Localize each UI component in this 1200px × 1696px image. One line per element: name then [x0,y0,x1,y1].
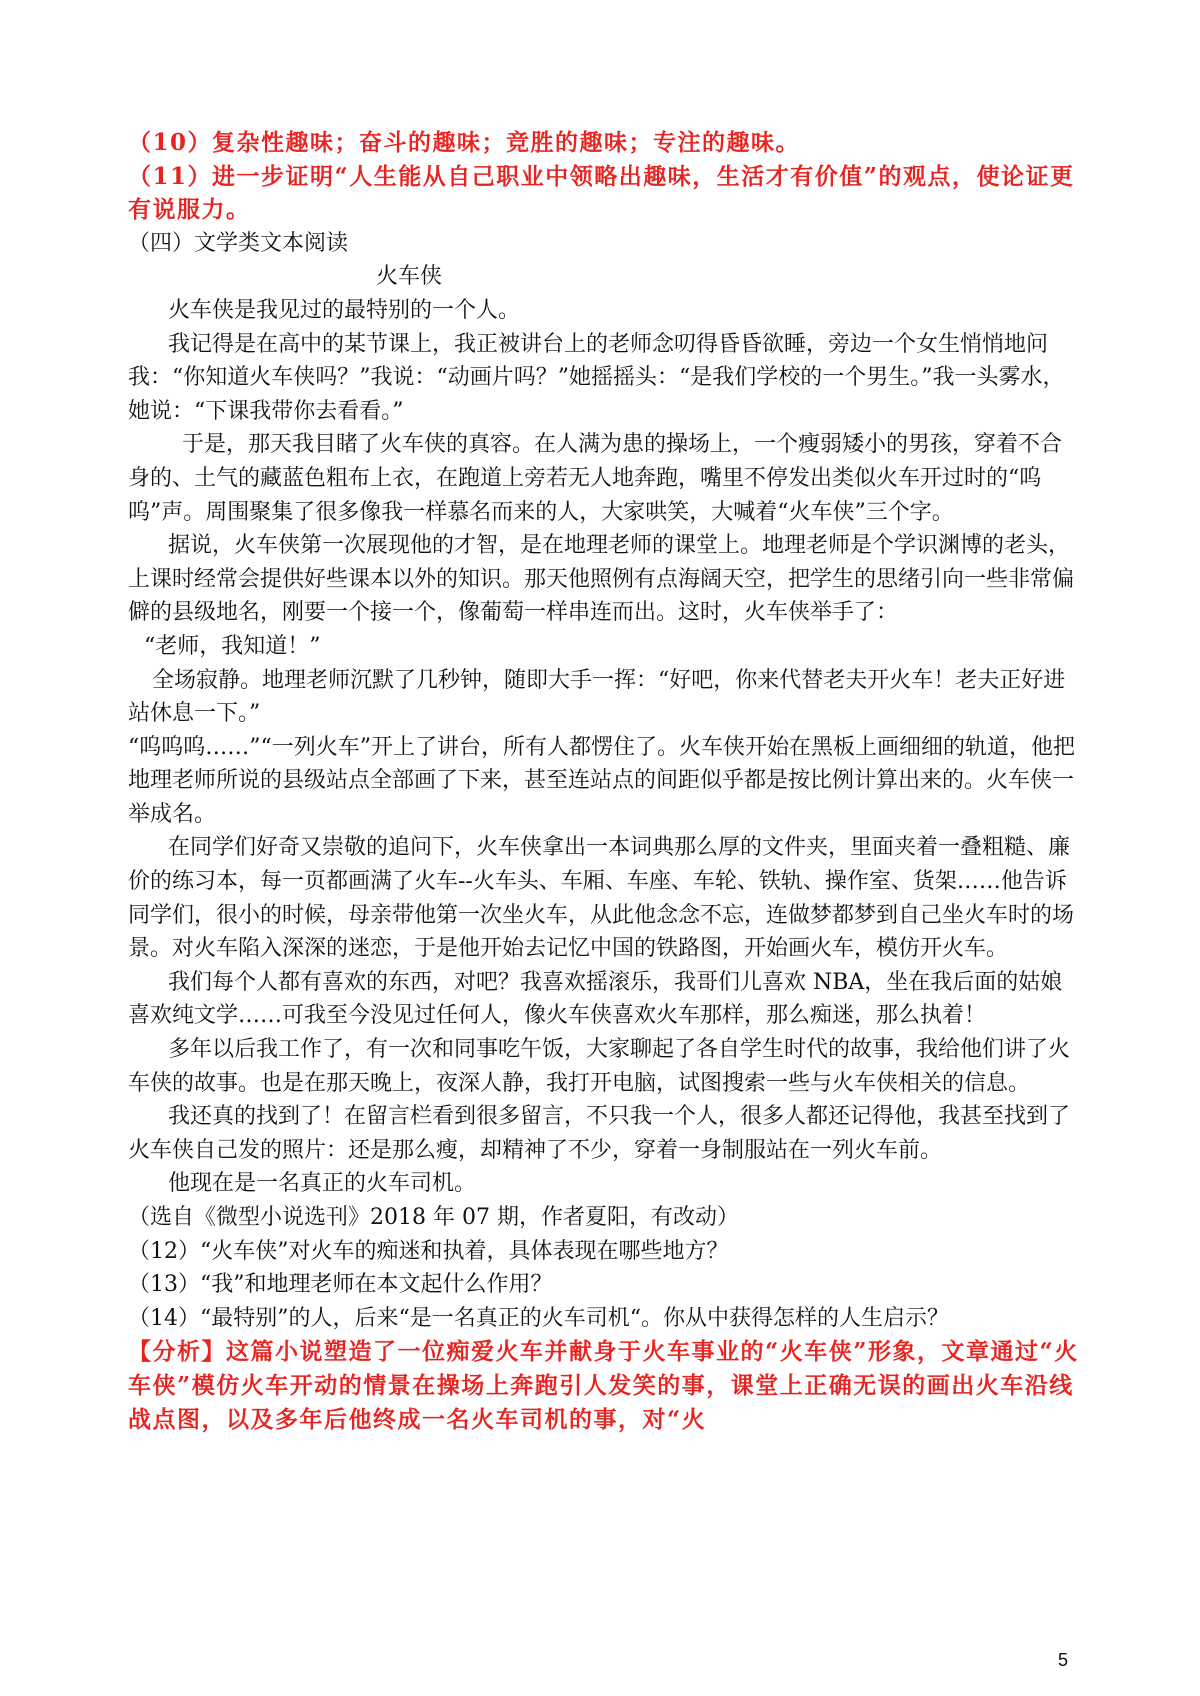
story-paragraph-7: “呜呜呜……”“一列火车”开上了讲台，所有人都愣住了。火车侠开始在黑板上画细细的轨道，他把地理老师所说的县级站点全部画了下来，甚至连站点的间距似乎都是按比例计算出来的。火车侠一举成名。 [128,734,1075,827]
story-paragraph-2: 我记得是在高中的某节课上，我正被讲台上的老师念叨得昏昏欲睡，旁边一个女生悄悄地问我：“你知道火车侠吗？”我说：“动画片吗？”她摇摇头：“是我们学校的一个男生。”我一头雾水，她说：“下课我带你去看看。” [128,331,1065,424]
story-paragraph-12: 他现在是一名真正的火车司机。 [168,1171,477,1197]
analysis-tag: 【分析】 [128,1338,226,1366]
story-paragraph-6: 全场寂静。地理老师沉默了几秒钟，随即大手一挥：“好吧，你来代替老夫开火车！老夫正好进站休息一下。” [128,667,1066,727]
story-paragraph-8: 在同学们好奇又崇敬的追问下，火车侠拿出一本词典那么厚的文件夹，里面夹着一叠粗糙、廉价的练习本，每一页都画满了火车--火车头、车厢、车座、车轮、铁轨、操作室、货架……他告诉同学们，很小的时候，母亲带他第一次坐火车，从此他念念不忘，连做梦都梦到自己坐火车时的场景。对火车陷入深深的迷恋，于是他开始去记忆中国的铁路图，开始画火车，模仿开火车。 [128,835,1075,962]
section-heading: （四）文学类文本阅读 [128,230,349,256]
story-paragraph-4: 据说，火车侠第一次展现他的才智，是在地理老师的课堂上。地理老师是个学识渊博的老头，上课时经常会提供好些课本以外的知识。那天他照例有点海阔天空，把学生的思绪引向一些非常偏僻的县级地名，刚要一个接一个，像葡萄一样串连而出。这时，火车侠举手了： [128,533,1075,626]
page-number: 5 [1058,1650,1069,1670]
story-paragraph-9: 我们每个人都有喜欢的东西，对吧？我喜欢摇滚乐，我哥们儿喜欢 NBA，坐在我后面的姑娘喜欢纯文学……可我至今没见过任何人，像火车侠喜欢火车那样，那么痴迷，那么执着！ [128,969,1063,1029]
story-paragraph-10: 多年以后我工作了，有一次和同事吃午饭，大家聊起了各自学生时代的故事，我给他们讲了火车侠的故事。也是在那天晚上，夜深人静，我打开电脑，试图搜索一些与火车侠相关的信息。 [128,1037,1071,1096]
story-paragraph-11: 我还真的找到了！在留言栏看到很多留言，不只我一个人，很多人都还记得他，我甚至找到了火车侠自己发的照片：还是那么瘦，却精神了不少，穿着一身制服站在一列火车前。 [128,1104,1071,1163]
analysis-block [128,1335,1080,1436]
question-14: （14）“最特别”的人，后来“是一名真正的火车司机“。你从中获得怎样的人生启示？ [128,1305,949,1331]
story-title: 火车侠 [376,264,443,290]
story-paragraph-5: “老师，我知道！” [144,633,321,659]
answer-11: （11）进一步证明“人生能从自己职业中领略出趣味，生活才有价值”的观点，使论证更有说服力。 [128,162,1075,224]
story-paragraph-3: 于是，那天我目睹了火车侠的真容。在人满为患的操场上，一个瘦弱矮小的男孩，穿着不合身的、土气的藏蓝色粗布上衣，在跑道上旁若无人地奔跑，嘴里不停发出类似火车开过时的“呜呜”声。周围聚集了很多像我一样慕名而来的人，大家哄笑，大喊着“火车侠”三个字。 [128,432,1063,525]
analysis-text: 这篇小说塑造了一位痴爱火车并献身于火车事业的“火车侠”形象，文章通过“火车侠”模仿火车开动的情景在操场上奔跑引人发笑的事，课堂上正确无误的画出火车沿线战点图，以及多年后他终成一名火车司机的事，对“火 [128,1338,1079,1433]
question-13: （13）“我”和地理老师在本文起什么作用？ [128,1272,553,1298]
story-source: （选自《微型小说选刊》2018 年 07 期，作者夏阳，有改动） [128,1205,739,1230]
document-page [128,126,1080,1436]
story-paragraph-1: 火车侠是我见过的最特别的一个人。 [168,297,521,323]
question-12: （12）“火车侠”对火车的痴迷和执着，具体表现在哪些地方？ [128,1238,729,1264]
answer-10: （10）复杂性趣味；奋斗的趣味；竞胜的趣味；专注的趣味。 [128,129,801,156]
